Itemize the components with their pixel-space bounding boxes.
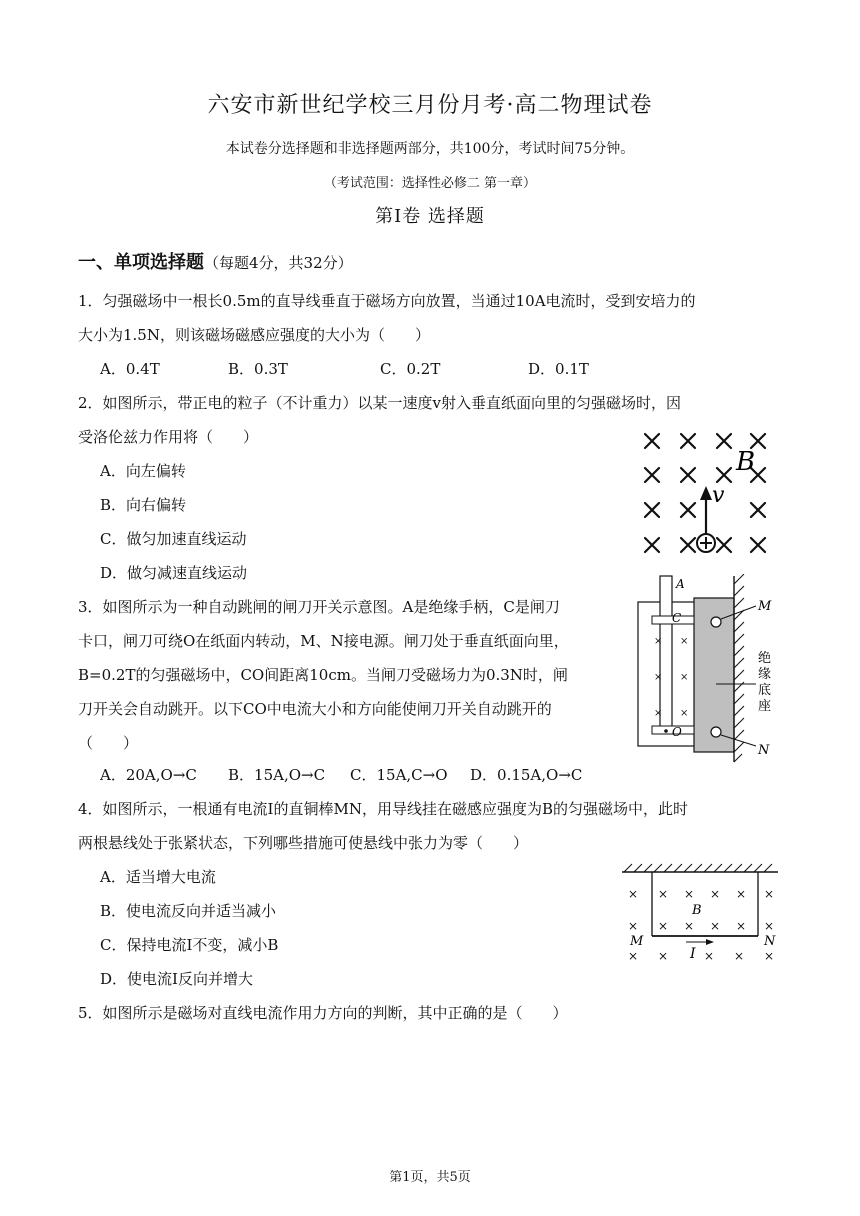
svg-text:×: × <box>658 887 669 901</box>
svg-text:×: × <box>654 672 663 683</box>
label-n: N <box>764 934 776 949</box>
svg-text:×: × <box>654 636 663 647</box>
q3-line2: 卡口，闸刀可绕O在纸面内转动，M、N接电源。闸刀处于垂直纸面向里， <box>78 632 569 650</box>
q3-option-a: A．20A,O→C <box>100 766 197 784</box>
q1-option-a: A．0.4T <box>100 360 160 378</box>
section-title: 一、单项选择题 <box>78 252 204 273</box>
q4-cross-marks <box>628 887 774 963</box>
svg-text:×: × <box>658 949 669 963</box>
exam-scope: （考试范围：选择性必修二 第一章） <box>323 176 537 191</box>
base-label-char-3: 底 <box>758 683 772 698</box>
svg-text:×: × <box>704 949 715 963</box>
q1-option-d: D．0.1T <box>528 360 589 378</box>
label-o: O <box>672 725 682 739</box>
label-c: C <box>672 611 682 625</box>
base-label-char-4: 座 <box>758 699 772 714</box>
section-note: （每题4分，共32分） <box>204 254 353 272</box>
svg-text:×: × <box>710 919 721 933</box>
svg-text:×: × <box>680 636 689 647</box>
current-arrowhead <box>706 939 714 945</box>
svg-text:×: × <box>680 708 689 719</box>
q2-line1: 2．如图所示，带正电的粒子（不计重力）以某一速度v射入垂直纸面向里的匀强磁场时，因 <box>78 394 682 412</box>
svg-text:×: × <box>628 919 639 933</box>
field-label-b: B <box>736 447 756 477</box>
svg-text:×: × <box>734 949 745 963</box>
label-b: B <box>692 903 702 918</box>
base-label <box>758 651 771 714</box>
label-m: M <box>630 934 644 949</box>
exam-intro: 本试卷分选择题和非选择题两部分，共100分，考试时间75分钟。 <box>225 141 635 157</box>
svg-text:×: × <box>684 919 695 933</box>
svg-text:×: × <box>710 887 721 901</box>
exam-title: 六安市新世纪学校三月份月考·高二物理试卷 <box>207 93 653 118</box>
base-label-char-1: 绝 <box>758 651 772 666</box>
q4-option-c: C．保持电流I不变，减小B <box>100 936 279 954</box>
base-label-char-2: 缘 <box>758 667 772 682</box>
label-n: N <box>758 743 770 758</box>
q3-line1: 3．如图所示为一种自动跳闸的闸刀开关示意图。A是绝缘手柄，C是闸刀 <box>78 598 560 616</box>
q2-line2: 受洛伦兹力作用将（ ） <box>78 428 259 446</box>
svg-text:×: × <box>764 949 775 963</box>
q4-option-b: B．使电流反向并适当减小 <box>100 902 277 920</box>
terminal-n <box>711 727 721 737</box>
q4-option-d: D．使电流I反向并增大 <box>100 970 253 988</box>
svg-text:×: × <box>764 919 775 933</box>
velocity-arrowhead <box>700 486 712 500</box>
svg-text:×: × <box>628 949 639 963</box>
page-footer: 第1页，共5页 <box>389 1170 471 1185</box>
svg-text:×: × <box>684 887 695 901</box>
svg-text:×: × <box>736 919 747 933</box>
q3-knife-switch-figure <box>636 574 786 764</box>
q3-option-b: B．15A,O→C <box>228 766 326 784</box>
q3-option-c: C．15A,C→O <box>350 766 448 784</box>
q1-option-c: C．0.2T <box>380 360 441 378</box>
q4-line2: 两根悬线处于张紧状态，下列哪些措施可使悬线中张力为零（ ） <box>78 834 529 852</box>
velocity-label-v: v <box>712 483 725 508</box>
q1-option-b: B．0.3T <box>228 360 288 378</box>
q5-line1: 5．如图所示是磁场对直线电流作用力方向的判断，其中正确的是（ ） <box>78 1004 568 1022</box>
label-a: A <box>676 577 685 591</box>
part-heading: 第Ⅰ卷 选择题 <box>375 206 485 227</box>
section-heading <box>78 248 353 274</box>
q4-line1: 4．如图所示，一根通有电流I的直铜棒MN，用导线挂在磁感应强度为B的匀强磁场中，此时 <box>78 800 688 818</box>
q3-line3: B=0.2T的匀强磁场中，CO间距离10cm。当闸刀受磁场力为0.3N时，闸 <box>78 666 568 684</box>
q3-line5: （ ） <box>78 734 139 752</box>
q2-option-a: A．向左偏转 <box>100 462 186 480</box>
label-i: I <box>690 946 696 962</box>
q1-line1: 1．匀强磁场中一根长0.5m的直导线垂直于磁场方向放置，当通过10A电流时，受到安培力的 <box>78 292 696 310</box>
svg-text:×: × <box>680 672 689 683</box>
q2-option-b: B．向右偏转 <box>100 496 187 514</box>
svg-text:×: × <box>764 887 775 901</box>
q4-option-a: A．适当增大电流 <box>100 868 216 886</box>
ceiling-hatch <box>624 864 772 872</box>
q1-line2: 大小为1.5N，则该磁场磁感应强度的大小为（ ） <box>78 326 430 344</box>
q3-option-d: D．0.15A,O→C <box>470 766 583 784</box>
svg-text:×: × <box>736 887 747 901</box>
svg-text:×: × <box>658 919 669 933</box>
q3-line4: 刀开关会自动跳开。以下CO中电流大小和方向能使闸刀开关自动跳开的 <box>78 700 552 718</box>
insulating-handle <box>660 576 672 618</box>
q2-option-c: C．做匀加速直线运动 <box>100 530 247 548</box>
q2-magnetic-field-figure <box>638 426 778 561</box>
svg-text:×: × <box>654 708 663 719</box>
label-m: M <box>758 599 772 614</box>
svg-text:×: × <box>628 887 639 901</box>
q2-option-d: D．做匀减速直线运动 <box>100 564 248 582</box>
pivot-o <box>664 729 668 733</box>
q4-copper-rod-figure <box>618 858 784 968</box>
terminal-m <box>711 617 721 627</box>
wall-hatch <box>734 574 744 762</box>
